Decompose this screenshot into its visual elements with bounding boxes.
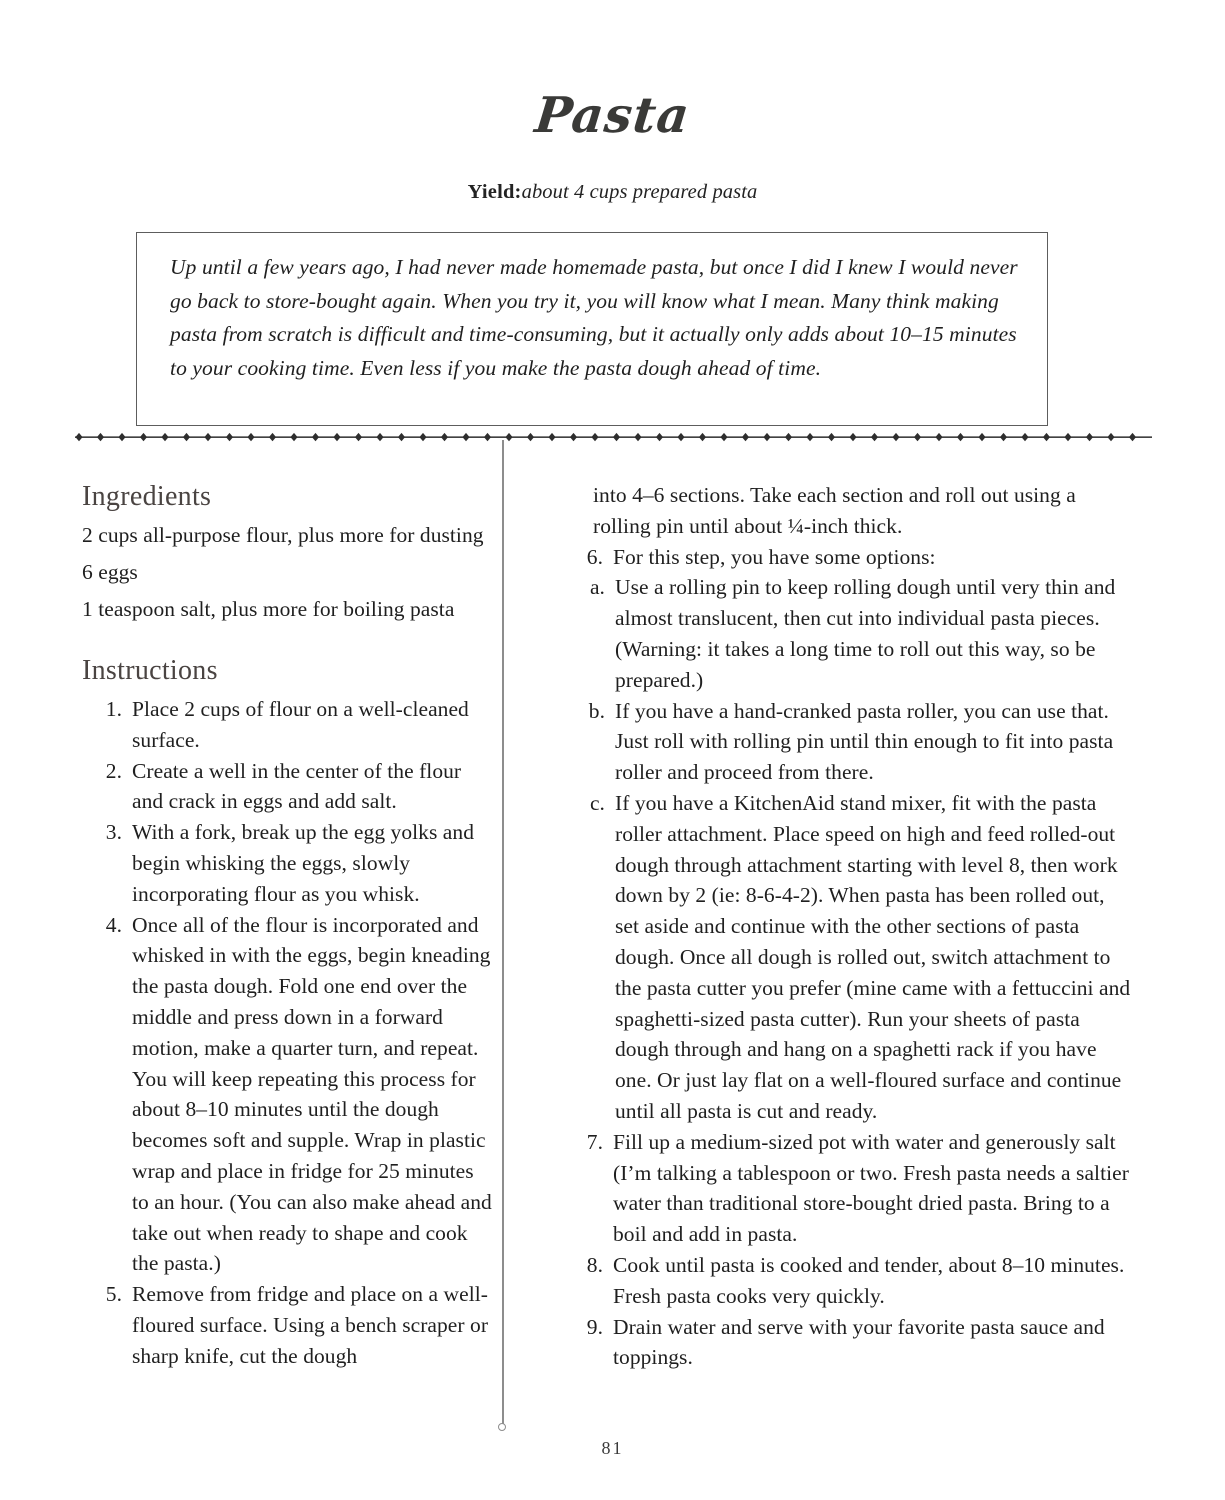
step-text: For this step, you have some options: [613,544,936,569]
step-text: With a fork, break up the egg yolks and begin whisking the eggs, slowly incorporating flour as you whisk. [132,820,475,906]
yield-value: about 4 cups prepared pasta [521,181,758,203]
substep-marker: a. [589,575,605,600]
step-marker: 2. [105,758,122,783]
instruction-substep [563,572,1133,695]
step-text: Create a well in the center of the flour and crack in eggs and add salt. [132,758,462,814]
ingredient-item: 2 cups all-purpose flour, plus more for dusting [82,523,484,547]
intro-paragraph: Up until a few years ago, I had never made homemade pasta, but once I did I knew I would never go back to store-bought again. When you try it, you will know what I mean. Many think making pasta from scratch is difficult and time-consuming, but it actually only adds about 10–15 minutes to your cooking time. Even less if you make the pasta dough ahead of time. [170,255,1018,380]
step-text: Once all of the flour is incorporated and whisked in with the eggs, begin kneading the pasta dough. Fold one end over the middle and press down in a forward motion, make a quarter turn, and repeat. You will keep repeating this process for about 8–10 minutes until the dough becomes soft and supple. Wrap in plastic wrap and place in fridge for 25 minutes to an hour. (You can also make ahead and take out when ready to shape and cook the pasta.) [132,912,492,1276]
step-marker: 8. [586,1252,603,1277]
step-marker: 1. [105,697,122,721]
ingredients-heading: Ingredients [82,481,212,512]
instruction-step [563,542,1133,573]
step-text: Cook until pasta is cooked and tender, about 8–10 minutes. Fresh pasta cooks very quickly. [613,1252,1125,1308]
step-text: Place 2 cups of flour on a well-cleaned surface. [132,697,469,752]
instruction-step-list-tail [563,1127,1133,1373]
instruction-step [563,1250,1133,1312]
column-divider-rule [502,440,504,1426]
page-title: Pasta [532,86,693,144]
intro-box [136,232,1048,426]
ingredient-item: 6 eggs [82,560,138,584]
yield-label: Yield: [467,181,522,203]
step-marker: 6. [586,544,603,569]
step-text: Fill up a medium-sized pot with water and generously salt (I’m talking a tablespoon or two. Fresh pasta needs a saltier water than traditional store-bought dried pasta. Bring to a boil and add in pasta. [613,1129,1129,1247]
instruction-step [563,1312,1133,1374]
step-text: Remove from fridge and place on a well-floured surface. Using a bench scraper or sharp knife, cut the dough [132,1282,489,1368]
step-marker: 7. [586,1129,603,1154]
substep-text: Use a rolling pin to keep rolling dough until very thin and almost translucent, then cut into individual pasta pieces. (Warning: it takes a long time to roll out this way, so be prepared.) [615,575,1116,692]
substep-marker: b. [588,698,605,723]
instruction-step-list [82,694,492,1372]
instruction-step [82,817,492,909]
ingredient-item: 1 teaspoon salt, plus more for boiling pasta [82,597,455,621]
step-marker: 9. [586,1314,603,1339]
yield-line [0,181,1225,204]
substep-marker: c. [589,790,605,815]
diamond-row-divider-icon [75,428,1152,442]
instruction-step [82,694,492,756]
substep-text: If you have a KitchenAid stand mixer, fit with the pasta roller attachment. Place speed on high and feed rolled-out dough through attachment starting with level 8, then work down by 2 (ie: 8-6-4-2). When pasta has been rolled out, set aside and continue with the other sections of pasta dough. Once all dough is rolled out, switch attachment to the pasta cutter you prefer (mine came with a fettuccini and spaghetti-sized pasta cutter). Run your sheets of pasta dough through and hang on a spaghetti rack if you have one. Or just lay flat on a well-floured surface and continue until all pasta is cut and ready. [615,790,1131,1123]
left-column [82,480,492,1372]
instructions-heading: Instructions [82,655,218,686]
step-5-continued-text: into 4–6 sections. Take each section and roll out using a rolling pin until about ¼-inch thick. [593,483,1076,538]
right-column [563,480,1133,1373]
instruction-substep [563,788,1133,1127]
step-marker: 4. [105,912,122,937]
ingredient-list [82,520,492,624]
column-divider-end-dot-icon [498,1423,506,1431]
page-number: 81 [601,1438,624,1458]
instruction-step [563,1127,1133,1250]
instruction-step [82,910,492,1280]
step-text: Drain water and serve with your favorite pasta sauce and toppings. [613,1314,1105,1370]
instruction-substep [563,696,1133,788]
step-marker: 3. [105,820,122,845]
instruction-substep-list [563,572,1133,1126]
instruction-step [82,756,492,818]
instruction-step [82,1279,492,1371]
substep-text: If you have a hand-cranked pasta roller, you can use that. Just roll with rolling pin until thin enough to fit into pasta roller and proceed from there. [615,698,1114,785]
step-marker: 5. [105,1282,122,1307]
